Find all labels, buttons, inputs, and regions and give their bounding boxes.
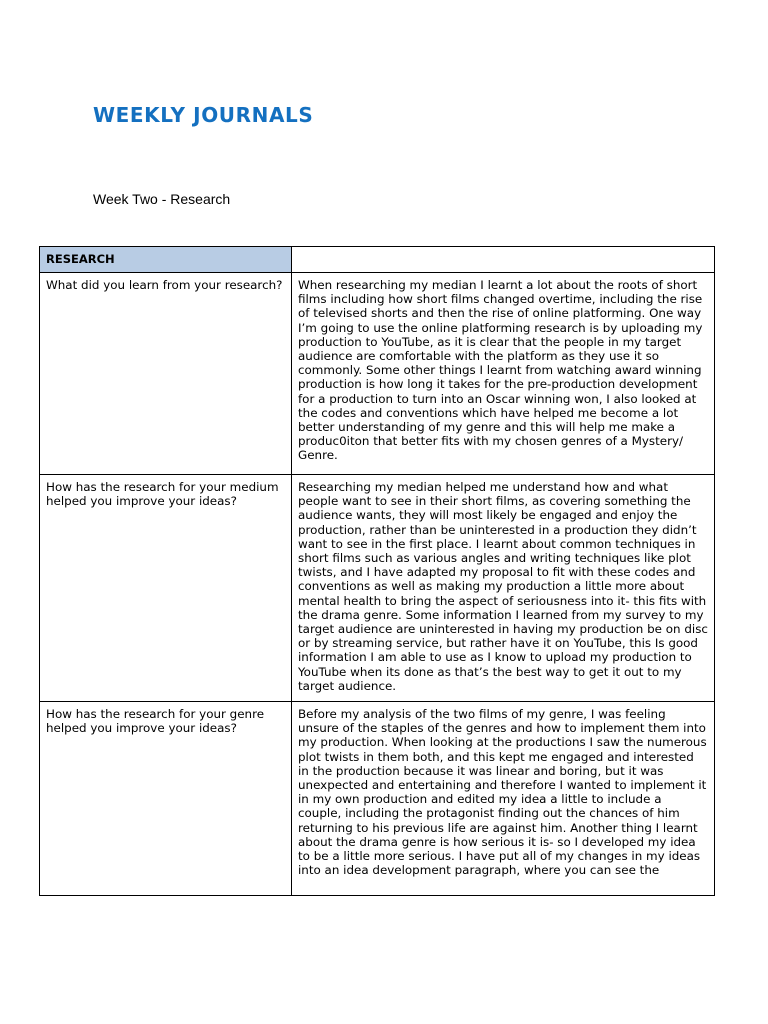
- answer-cell: [292, 475, 715, 702]
- answer-text: When researching my median I learnt a lot about the roots of short films including how short films changed overtime, including the rise of televised shorts and then the rise of online platforming. One way I’m going to use the online platforming research is by uploading my production to YouTube, as it is clear that the people in my target audience are comfortable with the platform as they use it so commonly. Some other things I learnt from watching award winning production is how long it takes for the pre-production development for a production to turn into an Oscar winning won, I also looked at the codes and conventions which have helped me become a lot better understanding of my genre and this will help me make a produc0iton that better fits with my chosen genres of a Mystery/ Genre.: [298, 278, 703, 463]
- question-cell: How has the research for your medium helped you improve your ideas?: [40, 475, 292, 702]
- table-row: [40, 475, 715, 702]
- answer-cell: [292, 702, 715, 896]
- page-subtitle: Week Two - Research: [93, 191, 231, 207]
- question-cell: What did you learn from your research?: [40, 273, 292, 475]
- table-header-cell-research: RESEARCH: [40, 247, 292, 273]
- table-row: [40, 702, 715, 896]
- question-cell: How has the research for your genre helped you improve your ideas?: [40, 702, 292, 896]
- table-row: [40, 273, 715, 475]
- page-title: WEEKLY JOURNALS: [93, 103, 314, 127]
- answer-cell: [292, 273, 715, 475]
- answer-text: Before my analysis of the two films of my genre, I was feeling unsure of the staples of the genres and how to implement them into my production. When looking at the productions I saw the numerous plot twists in them both, and this kept me engaged and interested in the production because it was linear and boring, but it was unexpected and entertaining and therefore I wanted to implement it in my own production and edited my idea a little to include a couple, including the protagonist finding out the chances of him returning to his previous life are against him. Another thing I learnt about the drama genre is how serious it is- so I developed my idea to be a little more serious. I have put all of my changes in my ideas into an idea development paragraph, where you can see the: [298, 707, 707, 878]
- research-table: [39, 246, 715, 896]
- answer-text: Researching my median helped me understand how and what people want to see in their short films, as covering something the audience wants, they will most likely be engaged and enjoy the production, rather than be uninterested in a production they didn’t want to see in the first place. I learnt about common techniques in short films such as various angles and writing techniques like plot twists, and I have adapted my proposal to fit with these codes and conventions as well as making my production a little more about mental health to bring the aspect of seriousness into it- this fits with the drama genre. Some information I learned from my survey to my target audience are uninterested in having my production be on disc or by streaming service, but rather have it on YouTube, this Is good information I am able to use as I know to upload my production to YouTube when its done as that’s the best way to get it out to my target audience.: [298, 480, 708, 693]
- table-header-cell-empty: [292, 247, 715, 273]
- table-header-row: [40, 247, 715, 273]
